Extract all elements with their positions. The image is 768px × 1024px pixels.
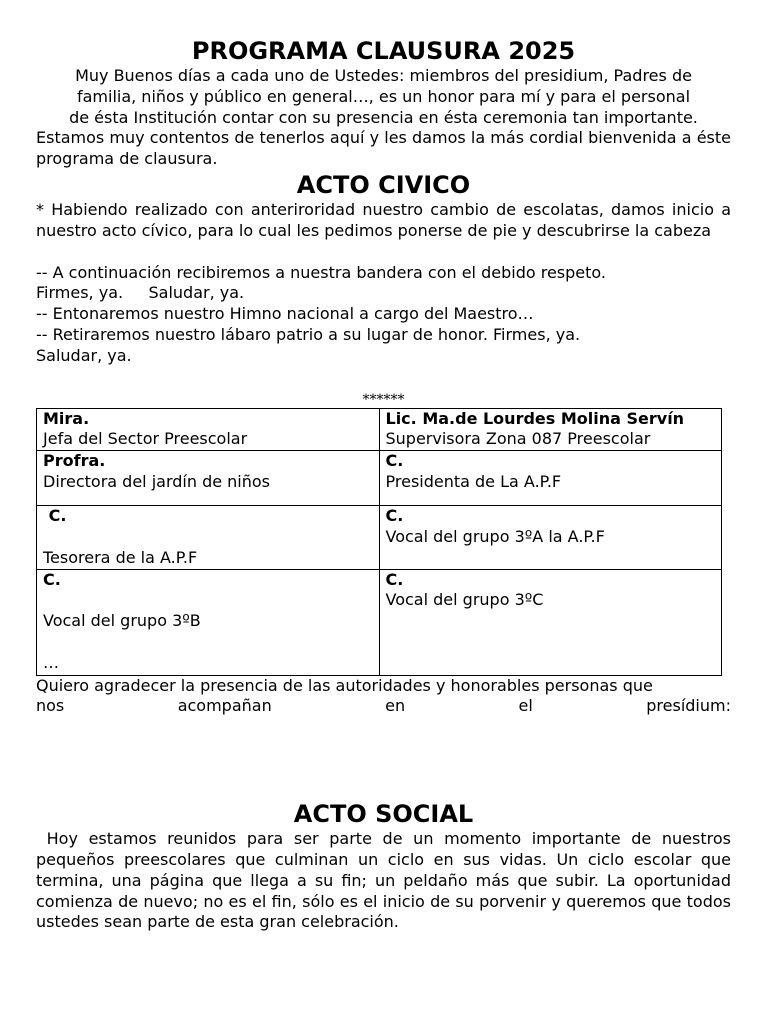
presidium-role: Vocal del grupo 3ºA la A.P.F (385, 526, 605, 546)
presidium-name: C. (43, 506, 67, 526)
page-title: PROGRAMA CLAUSURA 2025 (191, 37, 576, 65)
presidium-name: C. (385, 569, 404, 589)
separator: ****** (362, 391, 405, 408)
presidium-role: Vocal del grupo 3ºB (43, 611, 201, 631)
table-cell (379, 408, 722, 451)
civic-step: -- Entonaremos nuestro Himno nacional a cargo del Maestro… (36, 304, 534, 324)
presidium-role: Tesorera de la A.P.F (43, 547, 198, 567)
presidium-role: Vocal del grupo 3ºC (385, 590, 544, 610)
civic-step: Saludar, ya. (36, 345, 132, 365)
civic-step: -- Retiraremos nuestro lábaro patrio a su lugar de honor. Firmes, ya. (36, 324, 581, 344)
blank-line (43, 590, 373, 611)
social-paragraph: Hoy estamos reunidos para ser parte de un momento importante de nuestros pequeños preescolares que culminan un ciclo en sus vidas. Un ciclo escolar que termina, una página que llega a su fin; un peldaño más que subir. La oportunidad comienza de nuevo; no es el fin, sólo es el inicio de su porvenir y queremos que todos ustedes sean parte de esta gran celebración. (36, 829, 737, 932)
presidium-name: C. (385, 451, 404, 471)
presidium-name: C. (385, 506, 404, 526)
presidium-name: Mira. (43, 408, 90, 428)
presidium-role: Presidenta de La A.P.F (385, 471, 562, 491)
table-cell (37, 408, 380, 451)
blank-space (36, 717, 731, 799)
presidium-role: Jefa del Sector Preescolar (43, 429, 248, 449)
welcome-line-2: familia, niños y público en general…, es un honor para mí y para el personal (76, 86, 691, 106)
document-page (36, 36, 737, 933)
social-heading: ACTO SOCIAL (293, 800, 474, 829)
table-cell (37, 569, 380, 675)
table-cell (37, 506, 380, 569)
table-cell (37, 451, 380, 506)
table-row (37, 408, 722, 451)
table-row (37, 506, 722, 569)
presidium-extra: … (43, 652, 59, 672)
table-cell (379, 451, 722, 506)
presidium-table (36, 408, 722, 676)
welcome-line-1: Muy Buenos días a cada uno de Ustedes: miembros del presidium, Padres de (75, 66, 692, 85)
welcome-line-3: de ésta Institución contar con su presencia en ésta ceremonia tan importante. (69, 107, 698, 127)
blank-line (36, 367, 731, 388)
table-cell (379, 506, 722, 569)
civic-heading: ACTO CIVICO (296, 170, 471, 199)
blank-line (36, 242, 731, 263)
presidium-role: Directora del jardín de niños (43, 471, 271, 491)
presidium-name: Profra. (43, 451, 106, 471)
civic-intro: * Habiendo realizado con anteriroridad nuestro cambio de escolatas, damos inicio a nuestro acto cívico, para lo cual les pedimos ponerse de pie y descubrirse la cabeza (36, 199, 731, 240)
blank-line (43, 632, 373, 653)
table-row (37, 569, 722, 675)
presidium-name: Lic. Ma.de Lourdes Molina Servín (385, 408, 685, 428)
thanks-line: Quiero agradecer la presencia de las autoridades y honorables personas que (36, 675, 653, 695)
civic-step: -- A continuación recibiremos a nuestra bandera con el debido respeto. (36, 262, 606, 282)
thanks-line: nos acompañan en el presídium: (36, 696, 731, 716)
presidium-role: Supervisora Zona 087 Preescolar (385, 429, 651, 449)
table-cell (379, 569, 722, 675)
blank-line (43, 527, 373, 548)
civic-step: Firmes, ya. Saludar, ya. (36, 283, 245, 303)
presidium-name: C. (43, 569, 61, 589)
table-row (37, 451, 722, 506)
welcome-paragraph: Estamos muy contentos de tenerlos aquí y les damos la más cordial bienvenida a éste programa de clausura. (36, 128, 731, 169)
